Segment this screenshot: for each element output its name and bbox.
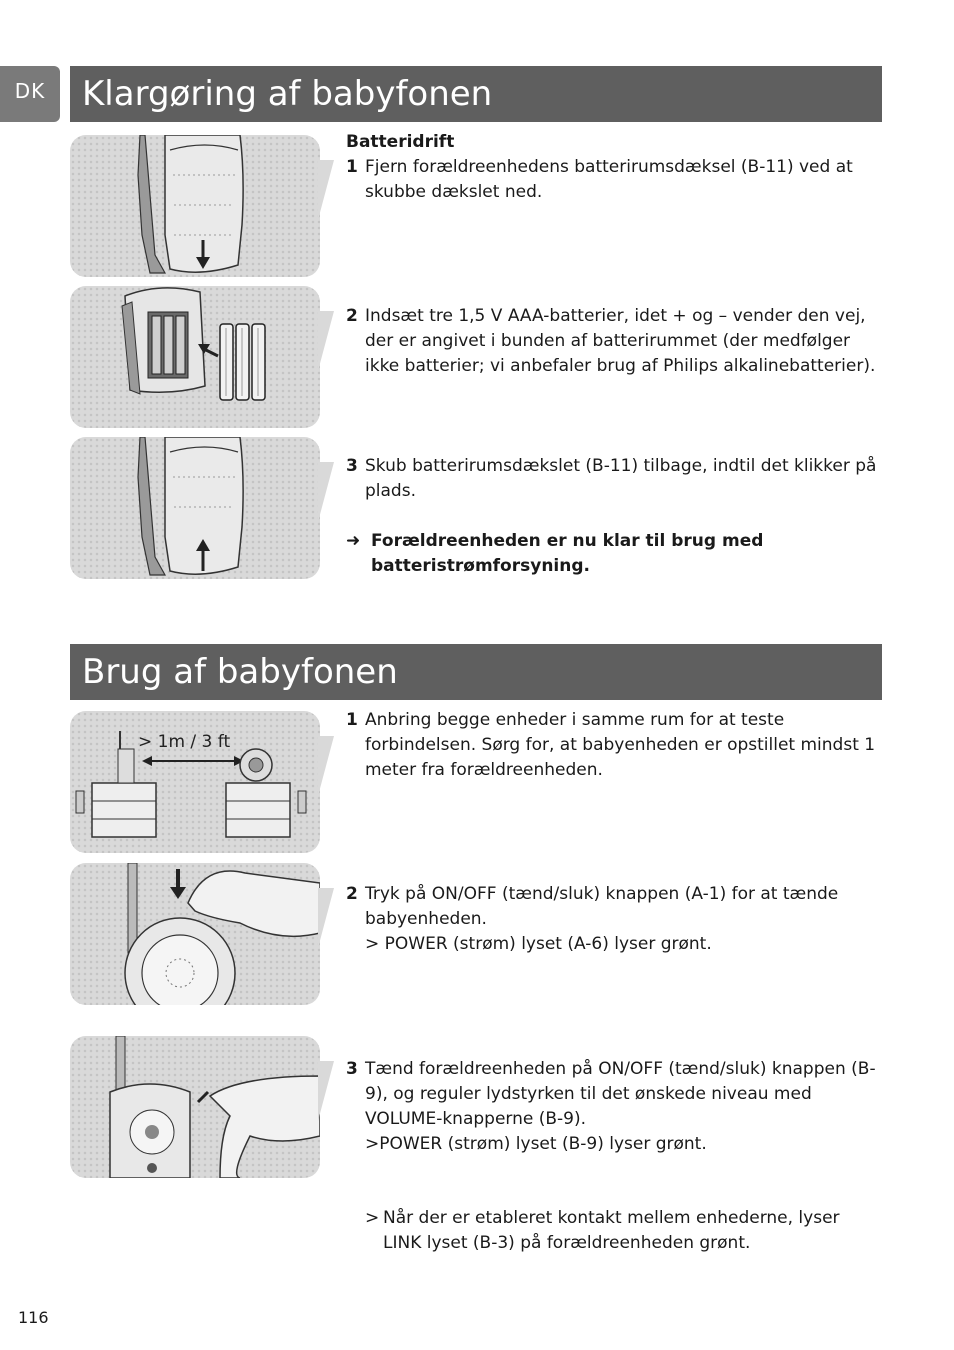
usage-step-3	[346, 1057, 886, 1157]
illustration-pointer	[318, 160, 334, 220]
illustration-insert-batteries	[70, 286, 320, 428]
usage-step-2-block	[346, 882, 886, 957]
step-1	[346, 155, 886, 205]
illustration-baby-unit-power	[70, 863, 320, 1005]
illustration-replace-battery-cover	[70, 437, 320, 579]
link-note-block	[365, 1206, 865, 1256]
usage-step-2	[346, 882, 886, 957]
step-text: Indsæt tre 1,5 V AAA-batterier, idet + og – vender den vej, der er angivet i bunden af batterirummet (der medfølger ikke batterier; vi anbefaler brug af Philips alkalinebatterier).	[365, 306, 876, 376]
step-subnote: >POWER (strøm) lyset (B-9) lyser grønt.	[365, 1134, 707, 1154]
illustration-units-distance	[70, 711, 320, 853]
step-text: Fjern forældreenhedens batterirumsdæksel (B-11) ved at skubbe dækslet ned.	[365, 157, 853, 202]
distance-label: > 1m / 3 ft	[138, 732, 231, 752]
step-text: Skub batterirumsdækslet (B-11) tilbage, indtil det klikker på plads.	[365, 456, 877, 501]
battery-heading-block	[346, 130, 886, 205]
step-number: 2	[346, 884, 358, 904]
arrow-right-icon: ➜	[346, 531, 361, 551]
step-number: 2	[346, 306, 358, 326]
illustration-pointer	[318, 1061, 334, 1121]
page-number: 116	[18, 1308, 49, 1327]
illustration-pointer	[318, 311, 334, 371]
illustration-pointer	[318, 888, 334, 948]
step-number: 3	[346, 1059, 358, 1079]
result-statement	[346, 529, 886, 579]
language-tab: DK	[0, 66, 60, 122]
step-3	[346, 454, 886, 504]
usage-step-3-block	[346, 1057, 886, 1157]
usage-step-1	[346, 708, 886, 783]
illustration-parent-unit-power	[70, 1036, 320, 1178]
link-note	[365, 1206, 865, 1256]
step-number: 1	[346, 710, 358, 730]
step-text: Tryk på ON/OFF (tænd/sluk) knappen (A-1) for at tænde babyenheden.	[365, 884, 839, 929]
result-text: Forældreenheden er nu klar til brug med batteristrømforsyning.	[371, 531, 764, 576]
section-title-usage: Brug af babyfonen	[70, 644, 882, 700]
illustration-pointer	[318, 736, 334, 796]
illustration-remove-battery-cover	[70, 135, 320, 277]
step-text-wrap	[365, 882, 886, 957]
section-title-preparation: Klargøring af babyfonen	[70, 66, 882, 122]
step-2-block	[346, 304, 886, 379]
note-marker: >	[365, 1208, 380, 1228]
step-number: 1	[346, 157, 358, 177]
step-subnote: > POWER (strøm) lyset (A-6) lyser grønt.	[365, 934, 712, 954]
result-block	[346, 529, 886, 579]
subsection-heading: Batteridrift	[346, 132, 455, 152]
usage-step-1-block	[346, 708, 886, 783]
step-text: Tænd forældreenheden på ON/OFF (tænd/sluk) knappen (B-9), og reguler lydstyrken til det ønskede niveau med VOLUME-knapperne (B-9).	[365, 1059, 876, 1129]
step-2	[346, 304, 886, 379]
step-text: Anbring begge enheder i samme rum for at teste forbindelsen. Sørg for, at babyenheden er opstillet mindst 1 meter fra forældreenheden.	[365, 710, 876, 780]
note-text: Når der er etableret kontakt mellem enhederne, lyser LINK lyset (B-3) på forældreenheden grønt.	[383, 1208, 840, 1253]
illustration-pointer	[318, 462, 334, 522]
step-3-block	[346, 454, 886, 504]
step-number: 3	[346, 456, 358, 476]
step-text-wrap	[365, 1057, 886, 1157]
